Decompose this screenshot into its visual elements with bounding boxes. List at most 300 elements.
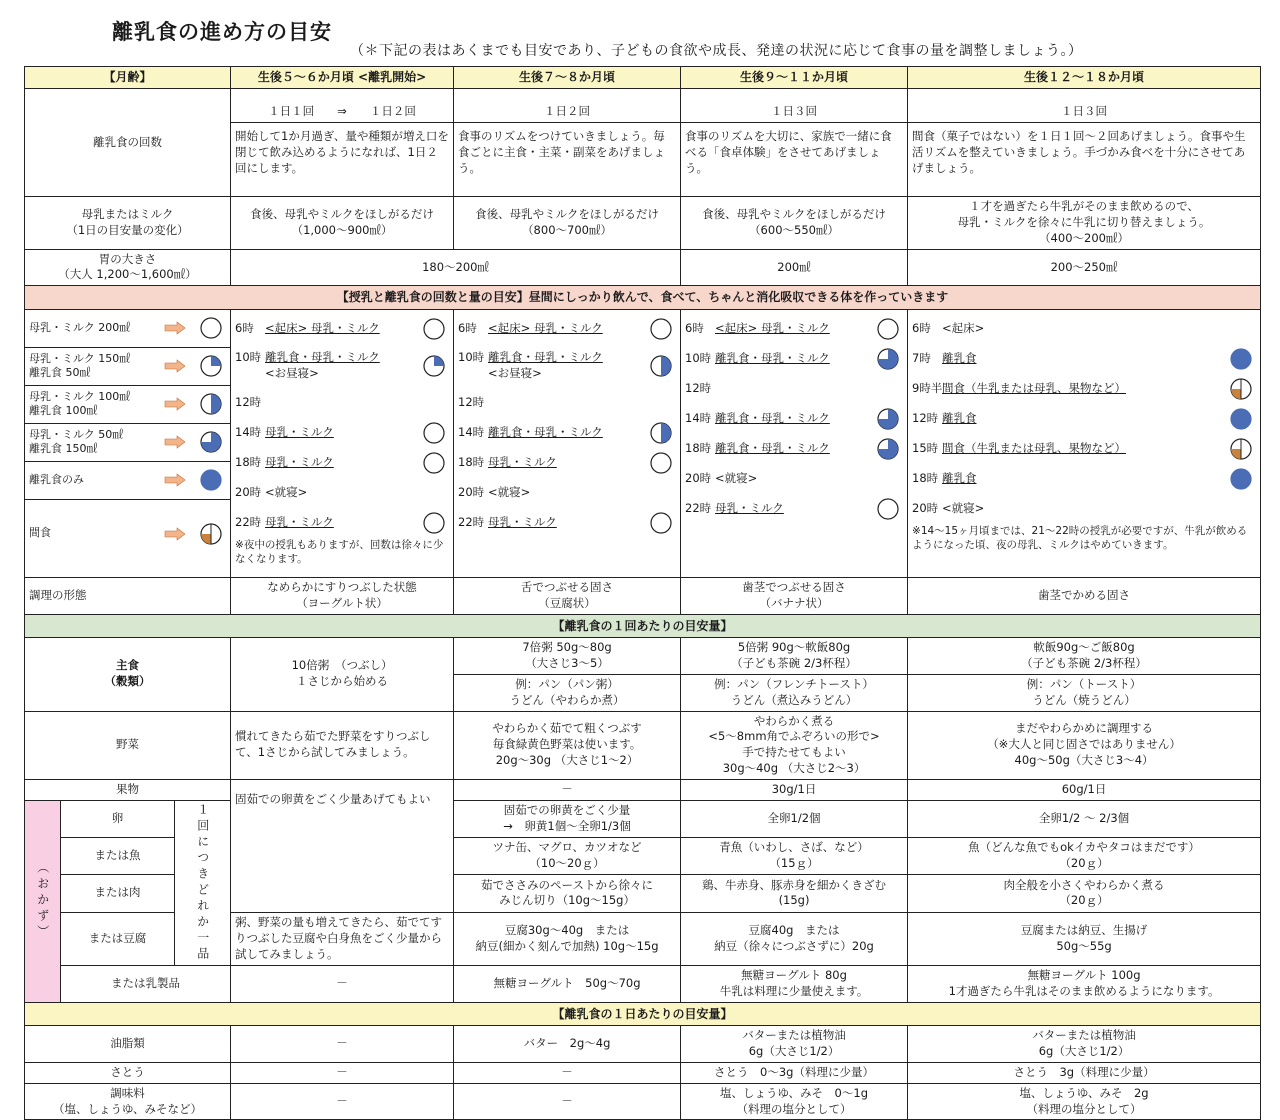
staple-col3-text: 5倍粥 90g～軟飯80g <box>737 640 851 655</box>
veg-col4-text-b: （※大人と同じ固さではありません） <box>987 737 1181 752</box>
okazu-egg-label: 卵 <box>61 800 175 837</box>
arrow-right-icon <box>164 359 186 373</box>
schedule-time: 7時 <box>912 350 931 365</box>
schedule-entry <box>912 374 1256 404</box>
staple-label <box>25 638 231 711</box>
okazu-tofu-label: または豆腐 <box>61 912 175 965</box>
okazu-col3-tofu <box>681 912 908 965</box>
schedule-entry <box>458 314 676 344</box>
legend-line2: 離乳食 100㎖ <box>29 404 98 418</box>
times-col2 <box>454 89 681 197</box>
schedule-time: 22時 <box>458 514 485 529</box>
okazu-col4-fish-text: 魚（どんな魚でもokイカやタコはまだです） <box>968 840 1200 855</box>
full-circle-icon <box>1230 348 1252 370</box>
seasoning-col1: － <box>231 1083 454 1120</box>
fat-col4-amount: 6g（大さじ1/2） <box>1038 1043 1130 1058</box>
schedule-activity: <就寝> <box>488 484 531 499</box>
empty-circle-icon <box>423 422 445 444</box>
schedule-time: 18時 <box>912 470 939 485</box>
schedule-activity: 離乳食・母乳・ミルク <box>488 349 603 364</box>
legend-item <box>25 348 230 386</box>
schedule-activity: 母乳・ミルク <box>265 454 334 469</box>
okazu-col3-meat <box>681 875 908 912</box>
texture-col3-example: （バナナ状） <box>759 595 829 610</box>
times-col2-text: 食事のリズムをつけていきましょう。毎食ごとに主食・主菜・副菜をあげましょう。 <box>458 129 666 175</box>
schedule-entry <box>912 344 1256 374</box>
circle-fill-wedge <box>434 356 444 366</box>
schedule-time: 15時 <box>912 440 939 455</box>
schedule-entry <box>458 448 676 478</box>
schedule-activity: <就寝> <box>715 470 758 485</box>
schedule-col4 <box>908 309 1261 577</box>
staple-col4-example-b: うどん（焼うどん） <box>1032 692 1136 707</box>
schedule-activity-sub: <お昼寝> <box>265 365 319 380</box>
okazu-col3-fish <box>681 838 908 875</box>
legend-line1: 母乳・ミルク 100㎖ <box>29 389 131 403</box>
veg-col4 <box>908 711 1261 779</box>
veg-col3-text-b: <5～8mm角でふぞろいの形で> <box>708 729 880 744</box>
okazu-col1-dairy: － <box>231 965 454 1002</box>
sugar-col4: さとう 3g（料理に少量） <box>908 1062 1261 1083</box>
veg-col2-amount: 20g～30g （大さじ1～2） <box>495 753 639 768</box>
schedule-entry <box>458 418 676 448</box>
schedule-section-header: 【授乳と離乳食の回数と量の目安】昼間にしっかり飲んで、食べて、ちゃんと消化吸収できる体を作っていきます <box>25 286 1261 310</box>
okazu-col2-egg-amount: → 卵黄1個～全卵1/3個 <box>503 818 631 833</box>
empty-circle-icon <box>877 498 899 520</box>
schedule-time: 9時半 <box>912 380 943 395</box>
empty-circle-icon <box>650 318 672 340</box>
schedule-time: 6時 <box>685 320 704 335</box>
okazu-col4-tofu-amount: 50g～55g <box>1056 938 1112 953</box>
schedule-col1-note: ※夜中の授乳もありますが、回数は徐々に少なくなります。 <box>235 538 444 566</box>
schedule-time: 20時 <box>685 470 712 485</box>
half-circle-icon <box>650 355 672 377</box>
snack-fill-wedge <box>1231 389 1241 399</box>
empty-circle-icon <box>877 318 899 340</box>
texture-col3 <box>681 577 908 614</box>
schedule-entry <box>458 508 676 538</box>
schedule-time: 6時 <box>912 320 931 335</box>
staple-col2-example-b: うどん（やわらか煮） <box>509 692 625 707</box>
milk-col3-text: 食後、母乳やミルクをほしがるだけ <box>702 206 886 221</box>
legend-text <box>29 390 156 420</box>
circle-fill-wedge <box>661 423 671 443</box>
legend-line2: 離乳食 150㎖ <box>29 442 98 456</box>
milk-col2-amount: （800～700㎖） <box>522 222 612 237</box>
okazu-col3-dairy-text: 無糖ヨーグルト 80g <box>741 967 847 982</box>
okazu-col4-tofu-text: 豆腐または納豆、生揚げ <box>1020 922 1148 937</box>
okazu-col3-tofu-text: 豆腐40g または <box>748 922 840 937</box>
col-header-7-8: 生後７～８か月頃 <box>454 67 681 89</box>
seasoning-col2: － <box>454 1083 681 1120</box>
milk-label <box>25 197 231 250</box>
okazu-col1-rest-text: 粥、野菜の量も増えてきたら、茹でてすりつぶした豆腐や白身魚をごく少量から試してみましょう。 <box>235 914 443 961</box>
texture-col1-text: なめらかにすりつぶした状態 <box>267 579 417 594</box>
milk-col1-amount: （1,000～900㎖） <box>291 222 393 237</box>
schedule-time: 20時 <box>458 484 485 499</box>
schedule-entry <box>685 314 903 344</box>
milk-col2 <box>454 197 681 250</box>
fruit-col2: － <box>454 779 681 800</box>
fat-col4-text: バターまたは植物油 <box>1032 1028 1136 1043</box>
veg-col3 <box>681 711 908 779</box>
schedule-activity: 離乳食・母乳・ミルク <box>265 349 380 364</box>
okazu-one-item-note-text: １回につきどれか一品 <box>195 802 210 963</box>
milk-col2-text: 食後、母乳やミルクをほしがるだけ <box>475 206 659 221</box>
veg-col2-text-b: 毎食緑黄色野菜は使います。 <box>492 737 642 752</box>
schedule-entry <box>235 448 449 478</box>
times-col3-count: １日３回 <box>681 102 907 123</box>
okazu-col4-meat-text: 肉全般を小さくやわらかく煮る <box>1003 877 1165 892</box>
schedule-entry <box>685 494 903 524</box>
stomach-col12: 180～200㎖ <box>231 249 681 286</box>
schedule-activity: <起床> 母乳・ミルク <box>265 320 380 335</box>
times-col3-text: 食事のリズムを大切に、家族で一緒に食べる「食卓体験」をさせてあげましょう。 <box>685 129 892 175</box>
half-circle-icon <box>200 393 222 415</box>
legend-cell <box>25 309 231 577</box>
okazu-col3-tofu-amount: 納豆（徐々につぶさずに）20g <box>714 938 874 953</box>
legend-line1: 間食 <box>29 526 51 540</box>
times-col4 <box>908 89 1261 197</box>
schedule-col2 <box>454 309 681 577</box>
three-quarter-circle-icon <box>200 431 222 453</box>
schedule-activity: 母乳・ミルク <box>715 500 784 515</box>
schedule-entry <box>912 314 1256 344</box>
fat-col3 <box>681 1026 908 1063</box>
staple-col4-text: 軟飯90g～ご飯80g <box>1033 640 1135 655</box>
veg-col4-text: まだやわらかめに調理する <box>1015 721 1154 736</box>
times-label: 離乳食の回数 <box>25 89 231 197</box>
arrow-right-icon <box>164 397 186 411</box>
schedule-entry <box>235 344 449 388</box>
age-header: 【月齢】 <box>25 67 231 89</box>
okazu-col2-fish-text: ツナ缶、マグロ、カツオなど <box>492 840 642 855</box>
schedule-time: 6時 <box>235 320 254 335</box>
texture-label: 調理の形態 <box>25 577 231 614</box>
legend-text <box>29 352 156 382</box>
weaning-guide-table <box>24 66 1261 1120</box>
okazu-col2-egg <box>454 800 681 837</box>
empty-circle-icon <box>423 512 445 534</box>
okazu-col2-egg-text: 固茹での卵黄をごく少量 <box>503 803 631 818</box>
three-quarter-circle-icon <box>877 438 899 460</box>
times-col4-count: １日３回 <box>908 102 1260 123</box>
staple-col2-text-b: （大さじ3～5） <box>525 655 609 670</box>
schedule-col4-list <box>912 314 1256 524</box>
schedule-time: 22時 <box>235 514 262 529</box>
schedule-entry <box>235 478 449 508</box>
texture-col1 <box>231 577 454 614</box>
legend-text <box>29 526 156 541</box>
schedule-entry <box>685 374 903 404</box>
seasoning-label-line2: （塩、しょうゆ、みそなど） <box>52 1101 203 1116</box>
col-header-9-11: 生後９～１１か月頃 <box>681 67 908 89</box>
sugar-col2: － <box>454 1062 681 1083</box>
quarter-circle-icon <box>423 355 445 377</box>
schedule-entry <box>685 344 903 374</box>
okazu-col3-fish-amount: （15ｇ） <box>769 856 819 871</box>
arrow-right-icon <box>164 527 186 541</box>
schedule-entry <box>685 434 903 464</box>
arrow-right-icon <box>164 321 186 335</box>
seasoning-col3 <box>681 1083 908 1120</box>
stomach-label <box>25 249 231 286</box>
okazu-col4-fish-amount: （20ｇ） <box>1059 856 1109 871</box>
fruit-col3: 30g/1日 <box>681 779 908 800</box>
milk-col4-text: １才を過ぎたら牛乳がそのまま飲めるので、 <box>969 199 1199 213</box>
schedule-col1-list <box>235 314 449 538</box>
fat-col3-text: バターまたは植物油 <box>742 1028 846 1043</box>
times-col1-count: １日１回 ⇒ １日２回 <box>231 102 453 123</box>
schedule-activity: 離乳食・母乳・ミルク <box>715 350 830 365</box>
empty-circle-icon <box>423 318 445 340</box>
seasoning-col4 <box>908 1083 1261 1120</box>
circle-fill-wedge <box>661 356 671 376</box>
milk-col1-text: 食後、母乳やミルクをほしがるだけ <box>250 206 434 221</box>
okazu-col4-dairy-text: 無糖ヨーグルト 100g <box>1027 967 1141 982</box>
times-col4-text: 間食（菓子ではない）を１日１回～２回あげましょう。食事や生活リズムを整えていきましょう。手づかみ食べを十分にさせてあげましょう。 <box>912 129 1246 175</box>
legend-text <box>29 428 156 458</box>
okazu-col1-rest <box>231 912 454 965</box>
veg-label: 野菜 <box>25 711 231 779</box>
milk-label-line2: （1日の目安量の変化） <box>66 222 189 237</box>
seasoning-label-line1: 調味料 <box>110 1085 145 1100</box>
legend-line1: 母乳・ミルク 150㎖ <box>29 351 131 365</box>
seasoning-label <box>25 1083 231 1120</box>
okazu-col3-egg: 全卵1/2個 <box>681 800 908 837</box>
legend-item <box>25 424 230 462</box>
okazu-side-label <box>25 800 61 1002</box>
schedule-col2-list <box>458 314 676 538</box>
schedule-time: 18時 <box>235 454 262 469</box>
okazu-col3-fish-text: 青魚（いわし、さば、など） <box>719 840 869 855</box>
okazu-col4-dairy-note: 1才過ぎたら牛乳はそのまま飲めるようになります。 <box>948 983 1220 998</box>
schedule-activity: <起床> 母乳・ミルク <box>488 320 603 335</box>
okazu-dairy-label: または乳製品 <box>61 965 231 1002</box>
okazu-col3-meat-text: 鶏、牛赤身、豚赤身を細かくきざむ <box>702 877 887 892</box>
schedule-time: 12時 <box>685 380 712 395</box>
okazu-col2-dairy: 無糖ヨーグルト 50g～70g <box>454 965 681 1002</box>
schedule-entry <box>912 434 1256 464</box>
sugar-label: さとう <box>25 1062 231 1083</box>
times-col1-text: 開始して1か月過ぎ、量や種類が増え口を閉じて飲み込めるようになれば、1日２回にします。 <box>235 129 449 175</box>
okazu-col4-meat <box>908 875 1261 912</box>
schedule-activity: 離乳食・母乳・ミルク <box>715 410 830 425</box>
schedule-time: 10時 <box>685 350 712 365</box>
col-header-12-18: 生後１２～１８か月頃 <box>908 67 1261 89</box>
milk-col4-text-b: 母乳・ミルクを徐々に牛乳に切り替えましょう。 <box>957 214 1211 229</box>
staple-col4-text-b: （子ども茶碗 2/3杯程） <box>1021 655 1147 670</box>
fat-col3-amount: 6g（大さじ1/2） <box>748 1043 840 1058</box>
schedule-entry <box>235 508 449 538</box>
schedule-entry <box>912 464 1256 494</box>
legend-line2: 離乳食 50㎖ <box>29 366 91 380</box>
schedule-activity: 離乳食・母乳・ミルク <box>488 424 603 439</box>
snack-circle-icon <box>1230 378 1252 400</box>
schedule-time: 12時 <box>912 410 939 425</box>
empty-circle-icon <box>650 512 672 534</box>
schedule-entry <box>235 314 449 344</box>
fat-col4 <box>908 1026 1261 1063</box>
staple-col3-example: 例：パン（フレンチトースト） <box>714 676 874 691</box>
schedule-time: 12時 <box>235 394 262 409</box>
schedule-time: 20時 <box>235 484 262 499</box>
texture-col2-text: 舌でつぶせる固さ <box>521 579 614 594</box>
times-col1 <box>231 89 454 197</box>
staple-col2 <box>454 638 681 711</box>
schedule-activity: <就寝> <box>265 484 308 499</box>
schedule-time: 18時 <box>458 454 485 469</box>
okazu-col2-meat-text: 茹でささみのペーストから徐々に <box>481 877 653 892</box>
staple-col1-text-b: １さじから始める <box>296 674 389 689</box>
legend-item <box>25 310 230 348</box>
legend-line1: 離乳食のみ <box>29 472 84 486</box>
okazu-col4-dairy <box>908 965 1261 1002</box>
legend-line1: 母乳・ミルク 50㎖ <box>29 427 124 441</box>
stomach-label-line2: （大人 1,200～1,600㎖） <box>58 267 197 282</box>
okazu-col4-tofu <box>908 912 1261 965</box>
fruit-label: 果物 <box>25 779 231 800</box>
schedule-activity: 間食（牛乳または母乳、果物など） <box>942 440 1127 455</box>
legend-text <box>29 321 156 336</box>
staple-col3-text-b: （子ども茶碗 2/3杯程） <box>731 655 857 670</box>
texture-col2 <box>454 577 681 614</box>
schedule-activity: 母乳・ミルク <box>265 424 334 439</box>
page-title: 離乳食の進め方の目安 <box>112 20 332 44</box>
schedule-col4-note: ※14～15ヶ月頃までは、21～22時の授乳が必要ですが、牛乳が飲めるようになった頃、夜の母乳、ミルクはやめていきます。 <box>912 524 1248 552</box>
snack-fill-wedge <box>1231 449 1241 459</box>
schedule-activity-sub: <お昼寝> <box>488 365 542 380</box>
okazu-one-item-note <box>175 800 231 965</box>
schedule-col1 <box>231 309 454 577</box>
empty-circle-icon <box>200 317 222 339</box>
schedule-time: 22時 <box>685 500 712 515</box>
legend-item <box>25 500 230 568</box>
schedule-activity: <起床> <box>942 320 985 335</box>
texture-col3-text: 歯茎でつぶせる固さ <box>742 579 846 594</box>
fat-col1: － <box>231 1026 454 1063</box>
veg-col2-text: やわらかく茹でて粗くつぶす <box>492 721 642 736</box>
seasoning-col4-text: 塩、しょうゆ、みそ 2g <box>1019 1085 1149 1100</box>
stomach-label-line1: 胃の大きさ <box>98 251 157 266</box>
schedule-activity: 間食（牛乳または母乳、果物など） <box>942 380 1127 395</box>
staple-col2-example: 例：パン（パン粥） <box>515 676 619 691</box>
okazu-col4-fish <box>908 838 1261 875</box>
milk-label-line1: 母乳またはミルク <box>81 206 174 221</box>
okazu-fish-label: または魚 <box>61 838 175 875</box>
schedule-activity: 離乳食 <box>942 470 977 485</box>
texture-col1-example: （ヨーグルト状） <box>296 595 388 610</box>
half-circle-icon <box>650 422 672 444</box>
schedule-time: 18時 <box>685 440 712 455</box>
three-quarter-circle-icon <box>877 408 899 430</box>
legend-text <box>29 473 156 488</box>
milk-col3 <box>681 197 908 250</box>
legend-item <box>25 462 230 500</box>
okazu-col2-tofu <box>454 912 681 965</box>
quarter-circle-icon <box>200 355 222 377</box>
staple-col3 <box>681 638 908 711</box>
sugar-col3: さとう 0～3g（料理に少量） <box>681 1062 908 1083</box>
fruit-col4: 60g/1日 <box>908 779 1261 800</box>
staple-col2-text: 7倍粥 50g～80g <box>522 640 612 655</box>
full-circle-icon <box>1230 408 1252 430</box>
texture-col4: 歯茎でかめる固さ <box>908 577 1261 614</box>
staple-col1 <box>231 638 454 711</box>
seasoning-col3-note: （料理の塩分として） <box>736 1101 852 1116</box>
schedule-time: 14時 <box>458 424 485 439</box>
snack-fill-wedge <box>201 534 211 544</box>
circle-fill-wedge <box>211 394 221 414</box>
three-quarter-circle-icon <box>877 348 899 370</box>
schedule-activity: <就寝> <box>942 500 985 515</box>
stomach-col3: 200㎖ <box>681 249 908 286</box>
okazu-col1-upper <box>231 779 454 912</box>
legend-list <box>25 310 230 568</box>
schedule-activity: 離乳食 <box>942 350 977 365</box>
schedule-activity: 母乳・ミルク <box>488 454 557 469</box>
per-meal-section-header: 【離乳食の１回あたりの目安量】 <box>25 614 1261 638</box>
staple-col4 <box>908 638 1261 711</box>
okazu-side-label-text: （おかず） <box>35 861 50 942</box>
milk-col4-amount: （400～200㎖） <box>1039 230 1129 245</box>
arrow-right-icon <box>164 473 186 487</box>
sugar-col1: － <box>231 1062 454 1083</box>
schedule-entry <box>685 404 903 434</box>
empty-circle-icon <box>650 452 672 474</box>
fat-col2: バター 2g～4g <box>454 1026 681 1063</box>
veg-col3-text-c: 手で持たせてもよい <box>742 745 846 760</box>
staple-col3-example-b: うどん（煮込みうどん） <box>730 692 858 707</box>
staple-col4-example: 例：パン（トースト） <box>1026 676 1142 691</box>
schedule-col3 <box>681 309 908 577</box>
okazu-col4-egg: 全卵1/2 ～ 2/3個 <box>908 800 1261 837</box>
milk-col4 <box>908 197 1261 250</box>
schedule-time: 6時 <box>458 320 477 335</box>
legend-line1: 母乳・ミルク 200㎖ <box>29 320 131 334</box>
schedule-time: 10時 <box>458 349 485 364</box>
schedule-entry <box>685 464 903 494</box>
staple-label-line1: 主食 <box>116 658 139 673</box>
schedule-activity: 母乳・ミルク <box>265 514 334 529</box>
stomach-col4: 200～250㎖ <box>908 249 1261 286</box>
okazu-col3-dairy-note: 牛乳は料理に少量使えます。 <box>719 983 869 998</box>
okazu-col3-dairy <box>681 965 908 1002</box>
veg-col2 <box>454 711 681 779</box>
schedule-entry <box>458 388 676 418</box>
veg-col1: 慣れてきたら茹でた野菜をすりつぶして、1さじから試してみましょう。 <box>231 711 454 779</box>
fat-label: 油脂類 <box>25 1026 231 1063</box>
milk-col1 <box>231 197 454 250</box>
circle-fill-wedge <box>211 356 221 366</box>
okazu-col1-egg: 固茹での卵黄をごく少量あげてもよい <box>235 791 431 806</box>
schedule-entry <box>458 478 676 508</box>
okazu-meat-label: または肉 <box>61 875 175 912</box>
per-day-section-header: 【離乳食の１日あたりの目安量】 <box>25 1002 1261 1026</box>
veg-col3-text: やわらかく煮る <box>753 713 835 728</box>
page-subtitle: （＊下記の表はあくまでも目安であり、子どもの食欲や成長、発達の状況に応じて食事の量を調整しましょう。） <box>350 43 1083 59</box>
schedule-col3-list <box>685 314 903 524</box>
schedule-entry <box>912 404 1256 434</box>
schedule-time: 20時 <box>912 500 939 515</box>
schedule-entry <box>458 344 676 388</box>
okazu-col2-meat <box>454 875 681 912</box>
schedule-time: 10時 <box>235 349 262 364</box>
schedule-activity: <起床> 母乳・ミルク <box>715 320 830 335</box>
okazu-col2-fish-amount: （10～20ｇ） <box>529 856 605 871</box>
times-col2-count: １日２回 <box>454 102 680 123</box>
schedule-time: 12時 <box>458 394 485 409</box>
